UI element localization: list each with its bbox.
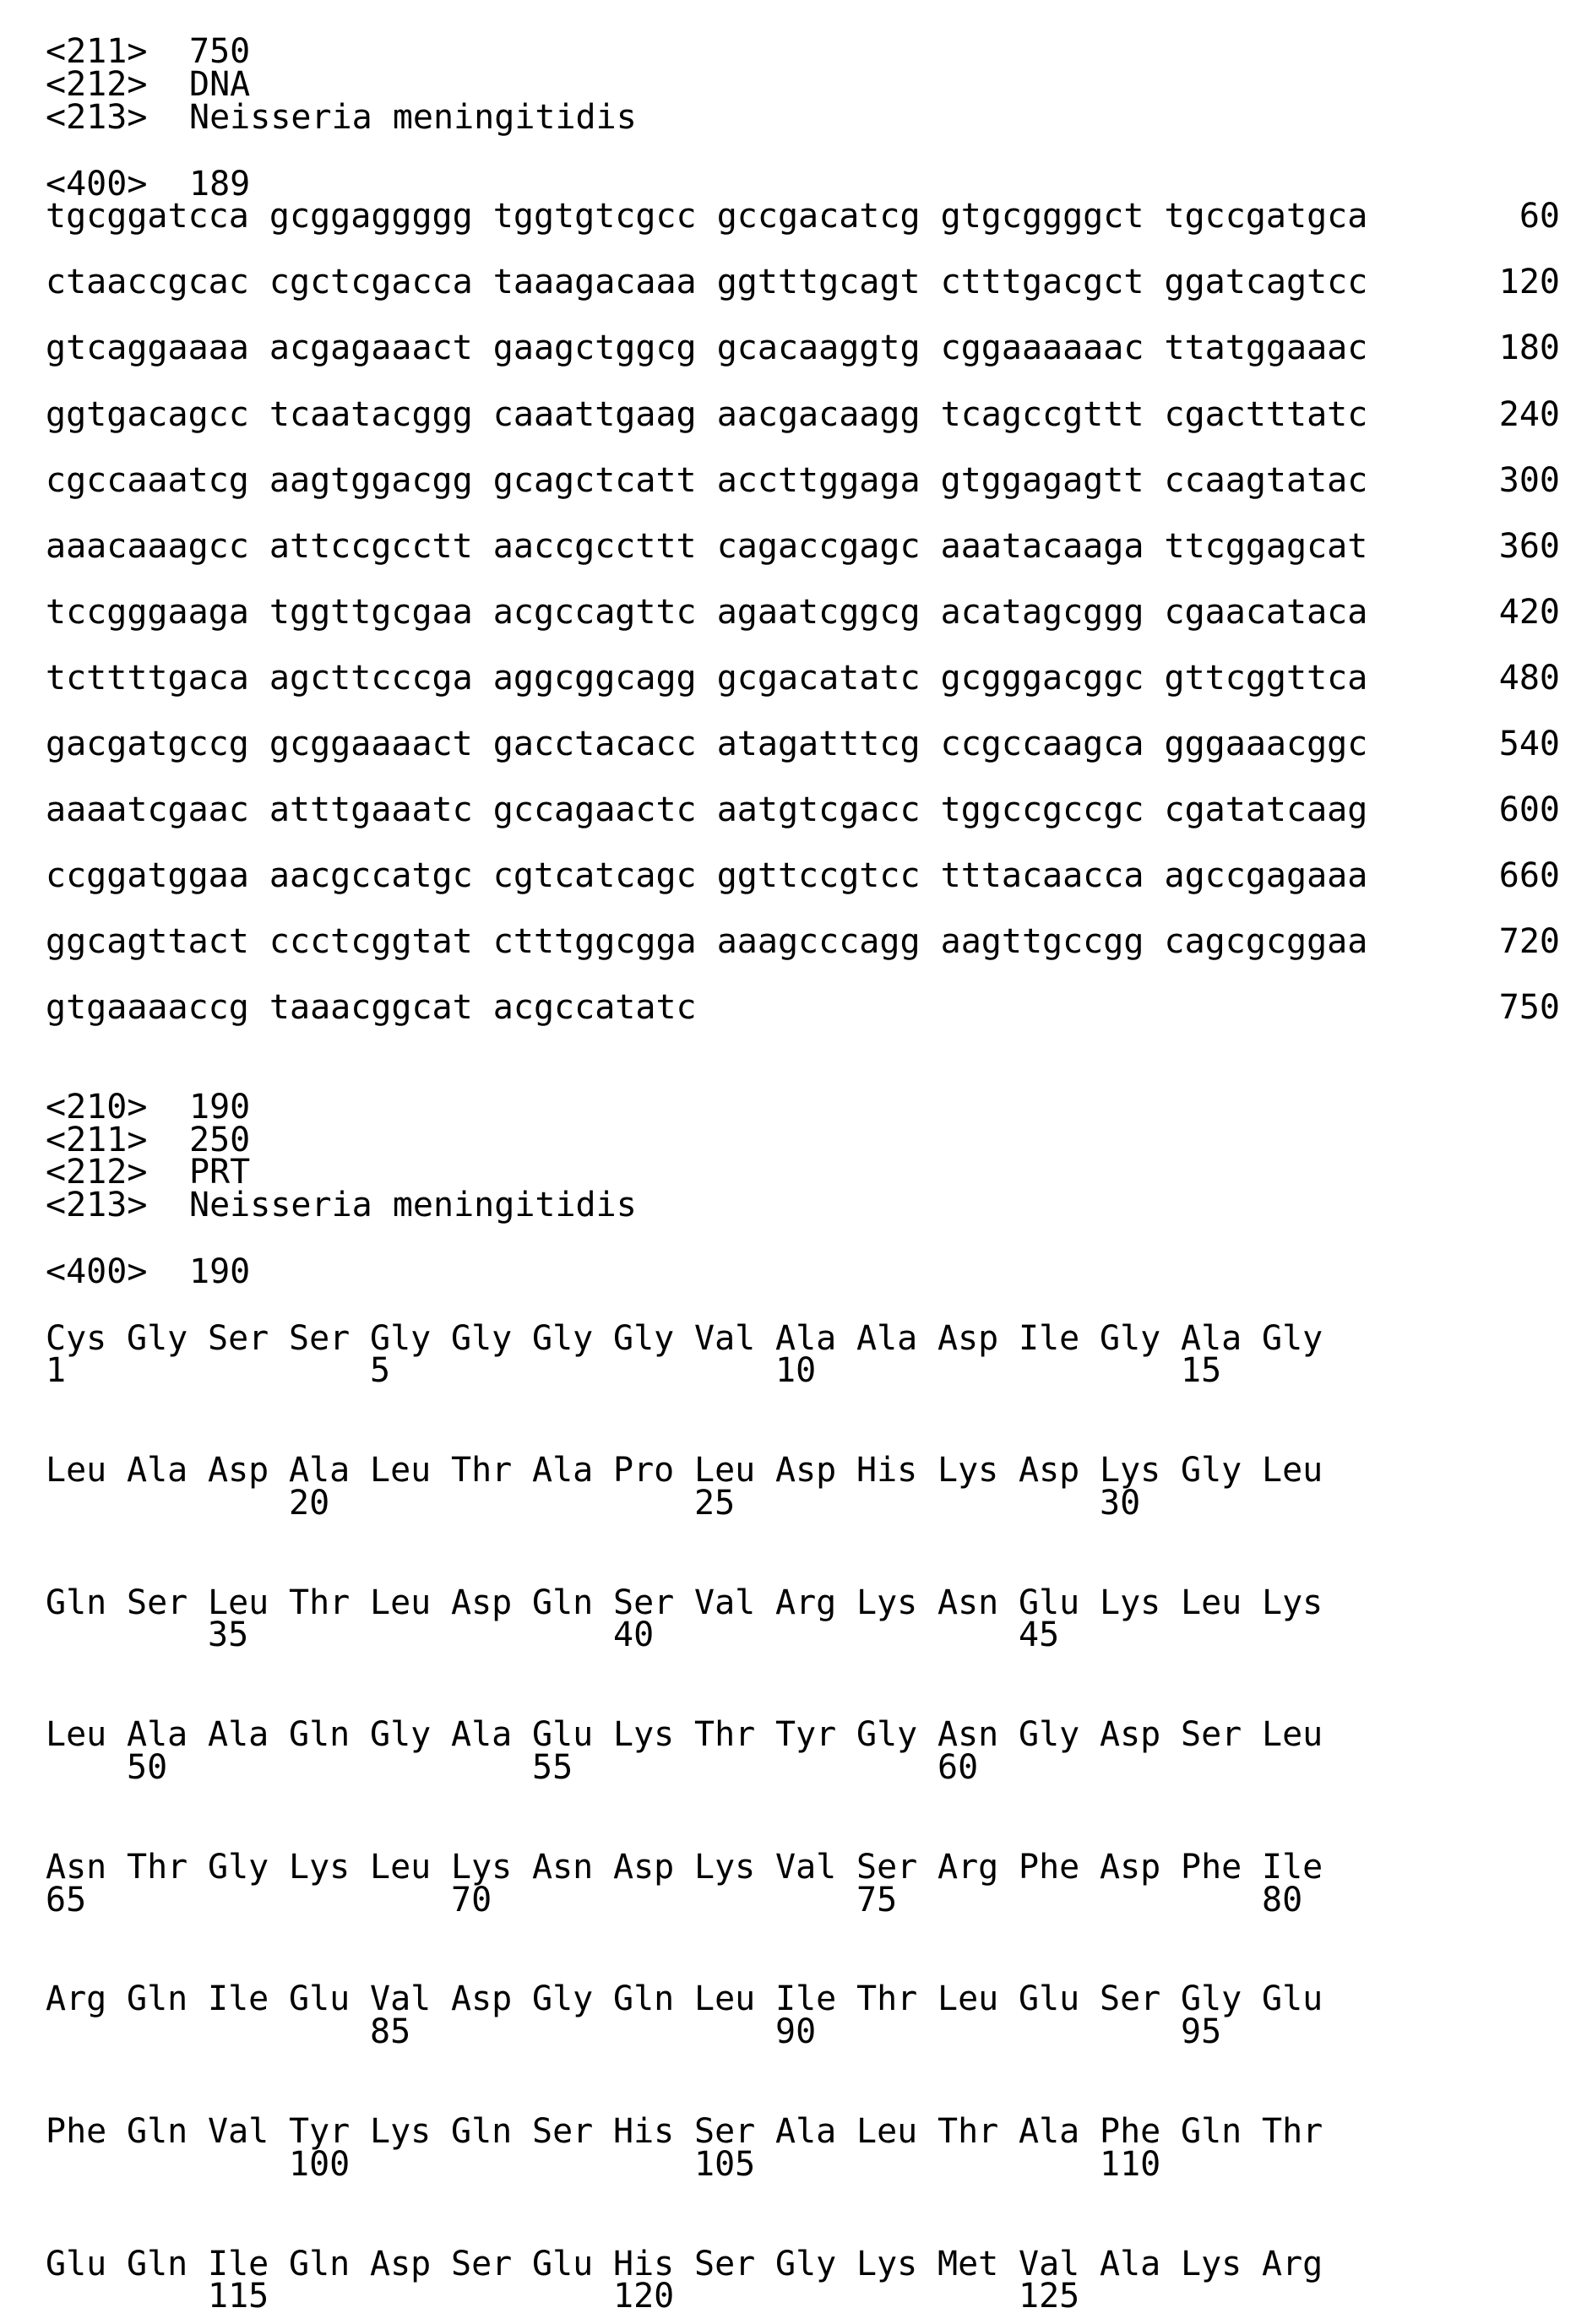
residue: Ser [532,2113,593,2150]
residue: Lys [451,1849,512,1886]
residue: Cys [46,1320,106,1357]
dna-row [46,329,1367,367]
dna-sequence: cgccaaatcg aagtggacgg gcagctcatt accttggaga gtggagagtt ccaagtatac [46,461,1367,500]
residue: Phe [46,2113,106,2150]
field-value: 190 [189,1089,250,1126]
dna-position: 750 [1481,989,1560,1026]
residue: Val [208,2113,269,2150]
residue: Gly [532,1980,593,2017]
residue: Ser [289,1320,350,1357]
residue: Thr [856,1980,917,2017]
dna-sequence: ggcagttact ccctcggtat ctttggcgga aaagcccagg aagttgccgg cagcgcggaa [46,922,1367,961]
residue: Lys [937,1452,998,1489]
dna-sequence: gtcaggaaaa acgagaaact gaagctggcg gcacaaggtg cggaaaaaac ttatggaaac [46,329,1367,367]
residue-number: 35 [208,1616,248,1653]
residue: Phe [1181,1849,1242,1886]
residue-number: 1 [46,1352,66,1389]
residue: His [613,2245,674,2283]
residue: His [613,2113,674,2150]
residue: Val [1019,2245,1079,2283]
residue: Val [370,1980,431,2017]
residue: Asp [1019,1452,1079,1489]
residue: Leu [856,2113,917,2150]
residue: Gly [532,1320,593,1357]
dna-row [46,462,1367,499]
dna-sequence: ggtgacagcc tcaatacggg caaattgaag aacgacaagg tcagccgttt cgactttatc [46,395,1367,434]
residue: Asp [775,1452,836,1489]
residue: Ile [208,2245,269,2283]
residue: Asp [451,1980,512,2017]
field-tag: <212> [46,1154,147,1191]
residue: Gln [289,2245,350,2283]
dna-row [46,660,1367,697]
residue: Lys [856,1584,917,1621]
residue: Lys [370,2113,431,2150]
residue: Leu [694,1980,755,2017]
residue: Gln [289,1716,350,1753]
residue: Arg [46,1980,106,2017]
residue: Gly [613,1320,674,1357]
residue: Val [775,1849,836,1886]
residue: Phe [1100,2113,1160,2150]
dna-row [46,594,1367,631]
residue: Lys [1181,2245,1242,2283]
residue: Leu [370,1584,431,1621]
residue: Gly [856,1716,917,1753]
residue-number: 105 [694,2146,755,2183]
residue: Ala [856,1320,917,1357]
residue: Gly [775,2245,836,2283]
residue-number: 90 [775,2013,816,2050]
dna-sequence: ccggatggaa aacgccatgc cgtcatcagc ggttccgtcc tttacaacca agccgagaaa [46,856,1367,895]
residue: Ser [451,2245,512,2283]
residue: Glu [46,2245,106,2283]
residue-number: 60 [937,1749,978,1786]
residue: Lys [613,1716,674,1753]
residue: Glu [1262,1980,1323,2017]
dna-row [46,396,1367,433]
field-value: DNA [189,66,250,103]
residue: Gly [1100,1320,1160,1357]
residue-number: 85 [370,2013,410,2050]
residue: Glu [1019,1584,1079,1621]
residue: Ala [289,1452,350,1489]
residue: Gln [46,1584,106,1621]
dna-position: 360 [1481,528,1560,565]
residue: Leu [46,1716,106,1753]
residue: Ser [613,1584,674,1621]
dna-row [46,791,1367,828]
field-value: 189 [189,166,250,203]
field-value: 190 [189,1253,250,1290]
residue-number: 125 [1019,2278,1079,2315]
residue: Asp [937,1320,998,1357]
residue: Leu [937,1980,998,2017]
residue: Gly [1181,1452,1242,1489]
residue: Leu [1181,1584,1242,1621]
residue: Gln [127,1980,187,2017]
residue: Thr [694,1716,755,1753]
dna-sequence: gtgaaaaccg taaacggcat acgccatatc [46,988,697,1027]
dna-position: 540 [1481,725,1560,763]
dna-row [46,725,1367,763]
field-tag: <400> [46,166,147,203]
residue: Phe [1019,1849,1079,1886]
residue: Arg [937,1849,998,1886]
residue: Ser [694,2245,755,2283]
residue: Asn [532,1849,593,1886]
residue: Ala [1100,2245,1160,2283]
residue-number: 25 [694,1485,735,1522]
dna-row [46,989,697,1026]
dna-row [46,857,1367,894]
residue: Leu [208,1584,269,1621]
residue: Ala [1019,2113,1079,2150]
residue-number: 30 [1100,1485,1140,1522]
dna-sequence: tcttttgaca agcttcccga aggcggcagg gcgacatatc gcgggacggc gttcggttca [46,659,1367,698]
field-value: 250 [189,1121,250,1159]
field-value: Neisseria meningitidis [189,1186,637,1224]
residue: Lys [856,2245,917,2283]
residue-number: 20 [289,1485,329,1522]
residue-number: 50 [127,1749,167,1786]
residue: Ile [1019,1320,1079,1357]
residue: Asn [46,1849,106,1886]
residue-number: 10 [775,1352,816,1389]
residue: Ser [1100,1980,1160,2017]
residue: Thr [1262,2113,1323,2150]
residue-number: 55 [532,1749,573,1786]
residue-number: 65 [46,1881,86,1919]
residue: Ala [532,1452,593,1489]
residue: Gly [370,1320,431,1357]
residue: Gly [127,1320,187,1357]
residue-number: 75 [856,1881,897,1919]
residue: Gln [451,2113,512,2150]
residue: Lys [1100,1584,1160,1621]
residue: Lys [694,1849,755,1886]
residue: Ile [1262,1849,1323,1886]
residue: Ser [856,1849,917,1886]
residue: Gly [451,1320,512,1357]
dna-sequence: gacgatgccg gcggaaaact gacctacacc atagatttcg ccgccaagca gggaaacggc [46,725,1367,763]
dna-sequence: aaacaaagcc attccgcctt aaccgccttt cagaccgagc aaatacaaga ttcggagcat [46,527,1367,566]
residue: Met [937,2245,998,2283]
residue: Ala [127,1452,187,1489]
field-value: PRT [189,1154,250,1191]
residue: Ser [694,2113,755,2150]
dna-position: 300 [1481,462,1560,499]
residue: Leu [694,1452,755,1489]
field-tag: <213> [46,99,147,136]
residue: Asp [208,1452,269,1489]
residue-number: 5 [370,1352,390,1389]
dna-position: 480 [1481,660,1560,697]
residue: Gln [613,1980,674,2017]
residue: Thr [127,1849,187,1886]
residue: Gln [532,1584,593,1621]
residue: Val [694,1584,755,1621]
field-tag: <211> [46,1121,147,1159]
residue: Gln [127,2245,187,2283]
residue-number: 45 [1019,1616,1059,1653]
residue: Glu [1019,1980,1079,2017]
residue: Asp [370,2245,431,2283]
dna-row [46,923,1367,960]
residue: Tyr [289,2113,350,2150]
residue: Thr [451,1452,512,1489]
field-tag: <212> [46,66,147,103]
residue: Asp [1100,1716,1160,1753]
field-tag: <210> [46,1089,147,1126]
residue: Ala [775,2113,836,2150]
dna-position: 420 [1481,594,1560,631]
residue: Ser [208,1320,269,1357]
residue: His [856,1452,917,1489]
residue: Thr [289,1584,350,1621]
field-tag: <213> [46,1186,147,1224]
residue: Thr [937,2113,998,2150]
residue: Asn [937,1716,998,1753]
field-tag: <400> [46,1253,147,1290]
residue: Gly [1262,1320,1323,1357]
dna-sequence: ctaaccgcac cgctcgacca taaagacaaa ggtttgcagt ctttgacgct ggatcagtcc [46,263,1367,301]
residue: Ile [775,1980,836,2017]
residue-number: 95 [1181,2013,1221,2050]
residue: Leu [1262,1452,1323,1489]
residue: Gly [208,1849,269,1886]
dna-sequence: aaaatcgaac atttgaaatc gccagaactc aatgtcgacc tggccgccgc cgatatcaag [46,790,1367,829]
dna-sequence: tccgggaaga tggttgcgaa acgccagttc agaatcggcg acatagcggg cgaacataca [46,593,1367,632]
residue: Asn [937,1584,998,1621]
residue: Asp [613,1849,674,1886]
residue: Ser [127,1584,187,1621]
residue: Ala [1181,1320,1242,1357]
field-value: Neisseria meningitidis [189,99,637,136]
field-value: 750 [189,33,250,70]
residue-number: 40 [613,1616,654,1653]
residue: Arg [775,1584,836,1621]
residue: Ala [127,1716,187,1753]
residue: Asp [1100,1849,1160,1886]
dna-position: 600 [1481,791,1560,828]
residue: Lys [289,1849,350,1886]
residue: Leu [1262,1716,1323,1753]
dna-row [46,528,1367,565]
residue: Ala [451,1716,512,1753]
residue: Val [694,1320,755,1357]
residue-number: 120 [613,2278,674,2315]
residue: Lys [1100,1452,1160,1489]
residue: Leu [370,1452,431,1489]
residue: Glu [289,1980,350,2017]
residue: Tyr [775,1716,836,1753]
dna-row [46,198,1367,235]
residue: Gly [1019,1716,1079,1753]
residue: Gln [127,2113,187,2150]
dna-position: 180 [1481,329,1560,367]
residue-number: 115 [208,2278,269,2315]
dna-row [46,263,1367,301]
residue: Lys [1262,1584,1323,1621]
residue: Leu [46,1452,106,1489]
residue: Ala [775,1320,836,1357]
residue: Ser [1181,1716,1242,1753]
residue-number: 80 [1262,1881,1302,1919]
residue: Pro [613,1452,674,1489]
field-tag: <211> [46,33,147,70]
dna-position: 240 [1481,396,1560,433]
dna-position: 120 [1481,263,1560,301]
dna-position: 720 [1481,923,1560,960]
residue: Gly [1181,1980,1242,2017]
residue-number: 100 [289,2146,350,2183]
residue-number: 110 [1100,2146,1160,2183]
residue: Asp [451,1584,512,1621]
residue: Leu [370,1849,431,1886]
residue-number: 70 [451,1881,492,1919]
residue: Ile [208,1980,269,2017]
residue: Glu [532,1716,593,1753]
residue: Gly [370,1716,431,1753]
residue: Arg [1262,2245,1323,2283]
dna-sequence: tgcggatcca gcggaggggg tggtgtcgcc gccgacatcg gtgcggggct tgccgatgca [46,197,1367,236]
dna-position: 660 [1481,857,1560,894]
residue-number: 15 [1181,1352,1221,1389]
residue: Glu [532,2245,593,2283]
residue: Gln [1181,2113,1242,2150]
residue: Ala [208,1716,269,1753]
dna-position: 60 [1481,198,1560,235]
